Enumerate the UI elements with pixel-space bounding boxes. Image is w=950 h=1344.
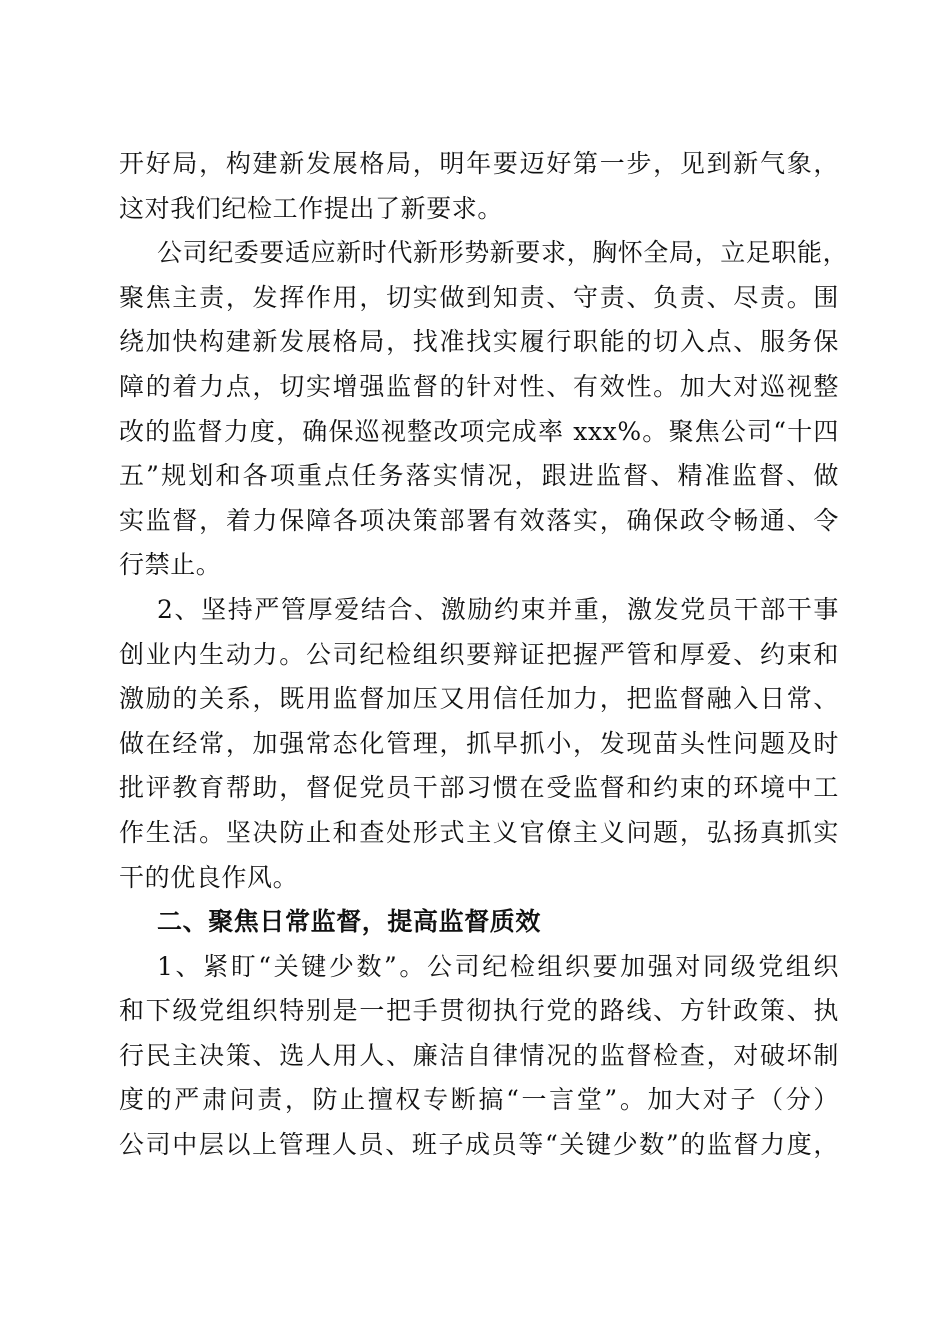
text-line: 聚焦主责，发挥作用，切实做到知责、守责、负责、尽责。围: [119, 282, 839, 312]
text-line: 公司纪委要适应新时代新形势新要求，胸怀全局，立足职能，: [157, 238, 849, 268]
text-line: 作生活。坚决防止和查处形式主义官僚主义问题，弘扬真抓实: [119, 817, 839, 847]
text-line: 五”规划和各项重点任务落实情况，跟进监督、精准监督、做: [119, 461, 839, 491]
text-line: 开好局，构建新发展格局，明年要迈好第一步，见到新气象，: [119, 149, 839, 178]
section-heading: 二、聚焦日常监督，提高监督质效: [157, 907, 542, 937]
text-line: 实监督，着力保障各项决策部署有效落实，确保政令畅通、令: [119, 505, 839, 535]
text-line: 2、坚持严管厚爱结合、激励约束并重，激发党员干部干事: [157, 594, 839, 624]
text-line: 这对我们纪检工作提出了新要求。: [119, 193, 504, 223]
text-line: 绕加快构建新发展格局，找准找实履行职能的切入点、服务保: [119, 327, 839, 357]
text-line: 改的监督力度，确保巡视整改项完成率 xxx%。聚焦公司“十四: [119, 416, 839, 446]
text-line: 1、紧盯“关键少数”。公司纪检组织要加强对同级党组织: [157, 951, 839, 981]
text-line: 行禁止。: [119, 550, 222, 580]
text-line: 公司中层以上管理人员、班子成员等“关键少数”的监督力度，: [119, 1130, 839, 1160]
text-line: 度的严肃问责，防止擅权专断搞“一言堂”。加大对子（分）: [119, 1085, 839, 1115]
text-line: 创业内生动力。公司纪检组织要辩证把握严管和厚爱、约束和: [119, 639, 839, 669]
text-line: 做在经常，加强常态化管理，抓早抓小，发现苗头性问题及时: [119, 728, 839, 758]
text-line: 激励的关系，既用监督加压又用信任加力，把监督融入日常、: [119, 684, 839, 714]
text-line: 行民主决策、选人用人、廉洁自律情况的监督检查，对破坏制: [119, 1040, 839, 1070]
text-line: 和下级党组织特别是一把手贯彻执行党的路线、方针政策、执: [119, 996, 839, 1026]
text-line: 障的着力点，切实增强监督的针对性、有效性。加大对巡视整: [119, 371, 839, 401]
text-line: 批评教育帮助，督促党员干部习惯在受监督和约束的环境中工: [119, 773, 839, 803]
text-line: 干的优良作风。: [119, 862, 299, 892]
document-page: [119, 142, 849, 1168]
